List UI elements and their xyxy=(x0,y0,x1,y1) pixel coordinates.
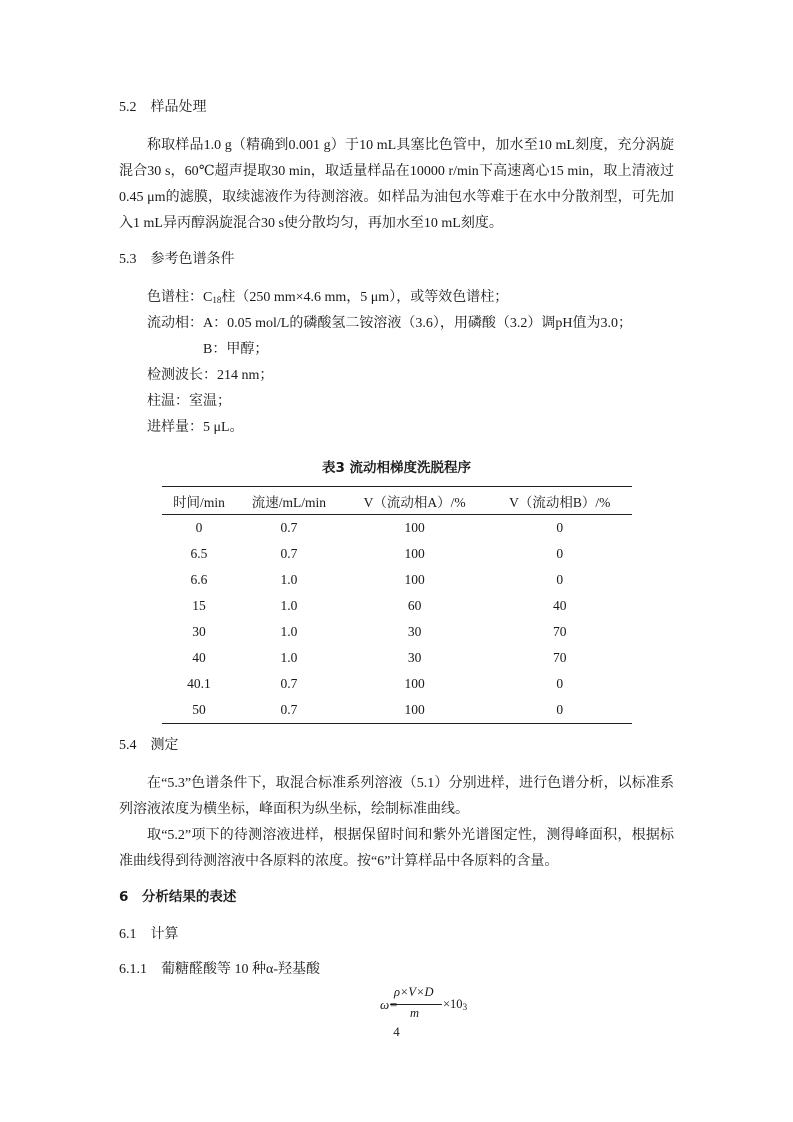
section-5-2-paragraph: 称取样品1.0 g（精确到0.001 g）于10 mL具塞比色管中，加水至10 mL刻度，充分涡旋混合30 s，60℃超声提取30 min，取适量样品在10000 r/min下高速离心15 min，取上清液过0.45 μm的滤膜，取续滤液作为待测溶液。如样品为油包水等难于在水中分散剂型，可先加入1 mL异丙醇涡旋混合30 s使分散均匀，再加水至10 mL刻度。 xyxy=(119,138,674,231)
cell: 6.5 xyxy=(190,546,208,561)
table-row xyxy=(162,619,632,645)
mobile-phase-b: B：甲醇； xyxy=(203,342,269,357)
cell: 6.6 xyxy=(190,572,208,587)
cell: 0.7 xyxy=(236,697,342,724)
cell: 1.0 xyxy=(280,624,298,639)
section-5-4-paragraph-1: 在“5.3”色谱条件下，取混合标准系列溶液（5.1）分别进样，进行色谱分析，以标准系列溶液浓度为横坐标，峰面积为纵坐标，绘制标准曲线。 xyxy=(119,776,674,817)
column-condition xyxy=(147,285,508,313)
cell: 30 xyxy=(407,624,422,639)
cell: 0.7 xyxy=(280,520,298,535)
cell: 0.7 xyxy=(280,546,298,561)
table-row xyxy=(162,541,632,567)
formula-exponent: 3 xyxy=(462,1002,468,1012)
table-caption: 表3 流动相梯度洗脱程序 xyxy=(321,460,472,476)
formula-multiplier-text: ×10 xyxy=(443,997,463,1011)
gradient-table xyxy=(162,486,632,724)
cell: 15 xyxy=(192,598,206,613)
section-5-4-paragraph-2: 取“5.2”项下的待测溶液进样，根据保留时间和紫外光谱图定性，测得峰面积，根据标准曲线得到待测溶液中各原料的浓度。按“6”计算样品中各原料的含量。 xyxy=(119,828,674,869)
cell: 100 xyxy=(404,546,425,561)
section-6-heading: 6 分析结果的表述 xyxy=(119,889,237,905)
table-row xyxy=(162,593,632,619)
cell: 60 xyxy=(407,598,422,613)
page-number: 4 xyxy=(393,1024,400,1039)
injection-volume: 进样量：5 μL。 xyxy=(147,420,244,435)
cell: 40 xyxy=(192,650,206,665)
cell: 50 xyxy=(162,697,236,724)
cell: 100 xyxy=(404,676,425,691)
cell: 0 xyxy=(556,572,564,587)
cell: 0 xyxy=(556,676,564,691)
cell: 40.1 xyxy=(187,676,211,691)
cell: 30 xyxy=(407,650,422,665)
mobile-phase-a: 流动相：A：0.05 mol/L的磷酸氢二铵溶液（3.6），用磷酸（3.2）调pH值为3.0； xyxy=(147,316,632,331)
cell: 0.7 xyxy=(280,676,298,691)
cell: 70 xyxy=(552,624,567,639)
column-subscript: 18 xyxy=(212,295,222,305)
cell: 100 xyxy=(342,697,488,724)
cell: 0 xyxy=(556,520,564,535)
formula-denominator: m xyxy=(410,1006,420,1020)
cell: 0 xyxy=(195,520,203,535)
header-flow: 流速/mL/min xyxy=(236,487,342,515)
cell: 0 xyxy=(487,697,632,724)
section-6-1-heading: 6.1 计算 xyxy=(119,927,179,942)
cell: 100 xyxy=(404,520,425,535)
table-row xyxy=(162,697,632,724)
detection-wavelength: 检测波长：214 nm； xyxy=(147,368,274,383)
cell: 100 xyxy=(404,572,425,587)
cell: 1.0 xyxy=(280,572,298,587)
section-5-2-heading: 5.2 样品处理 xyxy=(119,100,207,115)
cell: 1.0 xyxy=(280,598,298,613)
table-row xyxy=(162,567,632,593)
fraction-line xyxy=(390,1004,442,1005)
formula-numerator: ρ×V×D xyxy=(394,985,434,999)
section-5-4-heading: 5.4 测定 xyxy=(119,738,179,753)
section-5-3-heading: 5.3 参考色谱条件 xyxy=(119,252,235,267)
cell: 1.0 xyxy=(280,650,298,665)
cell: 0 xyxy=(556,546,564,561)
cell: 70 xyxy=(552,650,567,665)
table-row xyxy=(162,671,632,697)
column-temperature: 柱温：室温； xyxy=(147,394,231,409)
header-phase-b: V（流动相B）/% xyxy=(487,487,632,515)
cell: 40 xyxy=(552,598,567,613)
formula-lhs: ω= xyxy=(380,997,398,1012)
table-row xyxy=(162,515,632,542)
header-phase-a: V（流动相A）/% xyxy=(342,487,488,515)
column-detail: 柱（250 mm×4.6 mm，5 μm），或等效色谱柱； xyxy=(221,290,509,305)
table-row xyxy=(162,645,632,671)
formula-multiplier xyxy=(443,997,467,1012)
header-time: 时间/min xyxy=(162,487,236,515)
column-label: 色谱柱：C xyxy=(147,290,213,305)
section-6-1-1-heading: 6.1.1 葡糖醛酸等 10 种α-羟基酸 xyxy=(119,962,320,977)
cell: 30 xyxy=(192,624,206,639)
table-header-row xyxy=(162,487,632,515)
